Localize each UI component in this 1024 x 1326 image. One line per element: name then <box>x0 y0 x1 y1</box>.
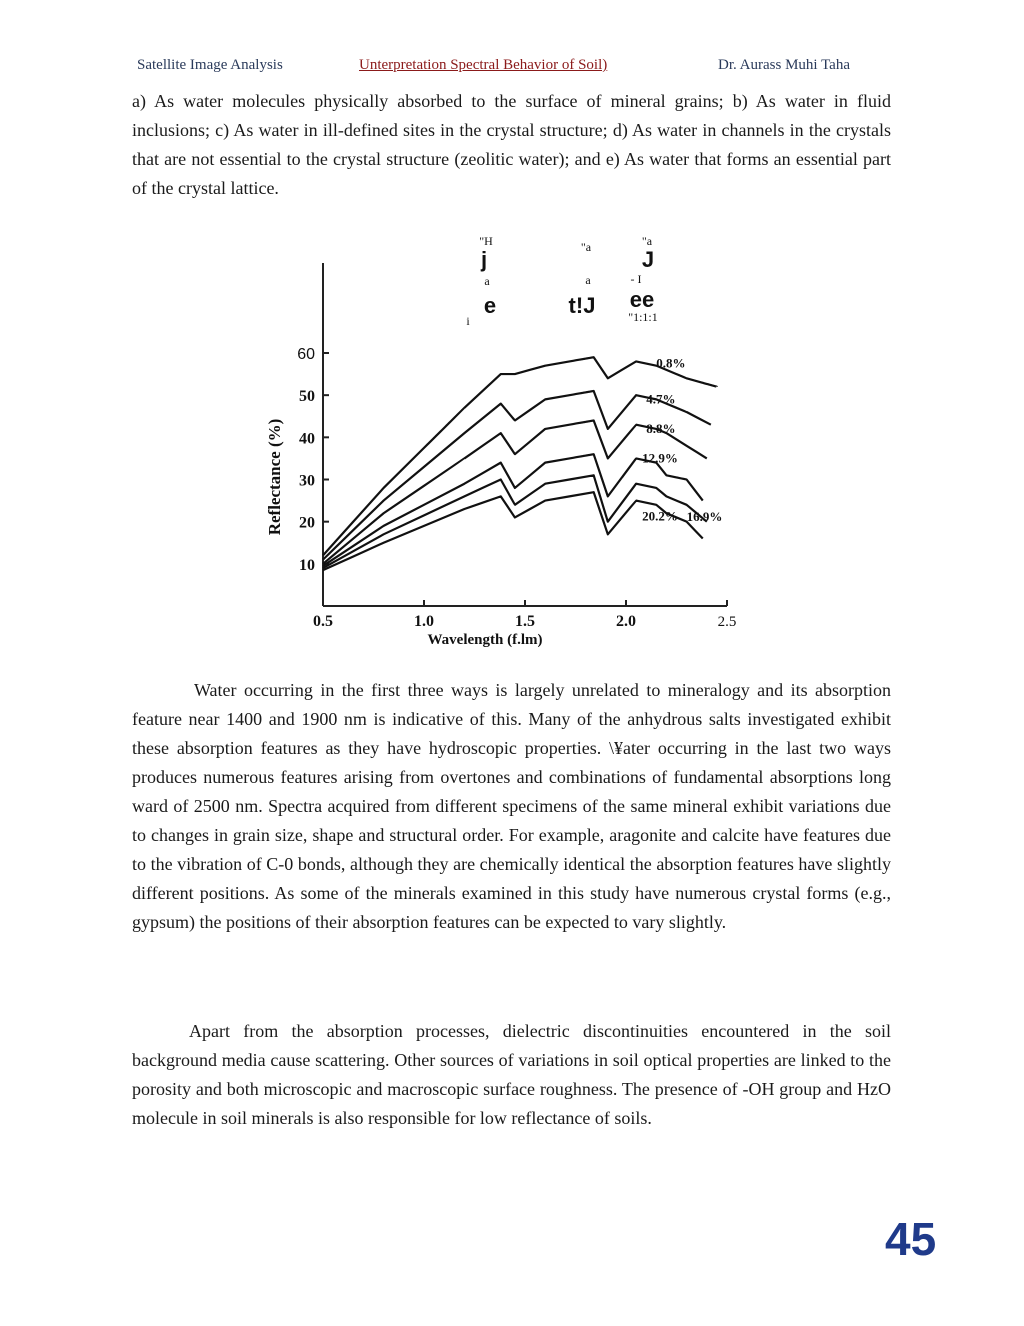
band-marker-text: J <box>641 247 655 272</box>
band-marker-text: "a <box>641 234 653 248</box>
band-marker-text: - I <box>630 272 642 286</box>
page-number: 45 <box>885 1213 937 1265</box>
series-label-3: 8.8% <box>646 420 676 436</box>
y-tick-label: 60 <box>297 346 315 363</box>
band-marker-text: "1:1:1 <box>628 310 658 324</box>
series-label-4: 12.9% <box>642 450 678 466</box>
band-marker-text: "a <box>580 240 592 254</box>
series-line-2 <box>323 391 711 560</box>
y-tick-label: 50 <box>299 388 315 406</box>
x-axis-title: Wavelength (f.lm) <box>427 632 543 648</box>
x-tick-label: 1.5 <box>515 613 535 630</box>
band-marker-text: t!J <box>568 293 596 318</box>
series-label-5: 16.9% <box>686 508 723 524</box>
x-tick-label: 2.5 <box>717 614 737 630</box>
band-marker-text: j <box>480 247 488 272</box>
paragraph-water-absorption: Water occurring in the first three ways is largely unrelated to mineralogy and its absorption feature near 1400 and 1900 nm is indicative of this. Many of the anhydrous salts investigated exhibit these absorption features as they have hydroscopic properties. \¥ater occurring in the last two ways produces numerous features arising from overtones and combinations of fundamental absorptions long ward of 2500 nm. Spectra acquired from different specimens of the same mineral exhibit variations due to changes in grain size, shape and structural order. For example, aragonite and calcite have features due to the vibration of C-0 bonds, although they are chemically identical the absorption features have slightly different positions. As some of the minerals examined in this study have numerous crystal forms (e.g., gypsum) the positions of their absorption features can be expected to vary slightly. <box>132 680 891 932</box>
band-marker-text: e <box>483 293 497 318</box>
reflectance-chart <box>250 225 740 655</box>
x-tick-label: 0.5 <box>313 613 333 630</box>
series-label-1: 0.8% <box>656 355 686 371</box>
band-marker-text: "H <box>479 234 493 248</box>
y-tick-label: 30 <box>299 472 315 490</box>
header-left: Satellite Image Analysis <box>137 57 283 73</box>
header-author: Dr. Aurass Muhi Taha <box>718 57 850 73</box>
y-tick-label: 20 <box>299 514 315 532</box>
paragraph-water-forms: a) As water molecules physically absorbed to the surface of mineral grains; b) As water in fluid inclusions; c) As water in ill-defined sites in the crystal structure; d) As water in channels in the crystals that are not essential to the crystal structure (zeolitic water); and e) As water that forms an essential part of the crystal lattice. <box>132 91 891 198</box>
band-marker-text: a <box>585 273 591 287</box>
x-tick-label: 1.0 <box>414 613 434 630</box>
x-tick-label: 2.0 <box>616 613 636 630</box>
series-label-6: 20.2% <box>642 508 678 524</box>
paragraph-scattering: Apart from the absorption processes, dielectric discontinuities encountered in the soil background media cause scattering. Other sources of variations in soil optical properties are linked to the porosity and both microscopic and macroscopic surface roughness. The presence of -OH group and HzO molecule in soil minerals is also responsible for low reflectance of soils. <box>132 1021 891 1128</box>
band-marker-text: i <box>466 314 470 328</box>
band-marker-text: a <box>484 274 490 288</box>
header-title: Unterpretation Spectral Behavior of Soil) <box>359 57 608 73</box>
series-label-2: 4.7% <box>646 391 676 407</box>
y-tick-label: 10 <box>299 556 315 574</box>
y-axis-title: Reflectance (%) <box>265 418 284 536</box>
band-marker-text: ee <box>629 287 655 312</box>
y-tick-label: 40 <box>299 430 315 448</box>
